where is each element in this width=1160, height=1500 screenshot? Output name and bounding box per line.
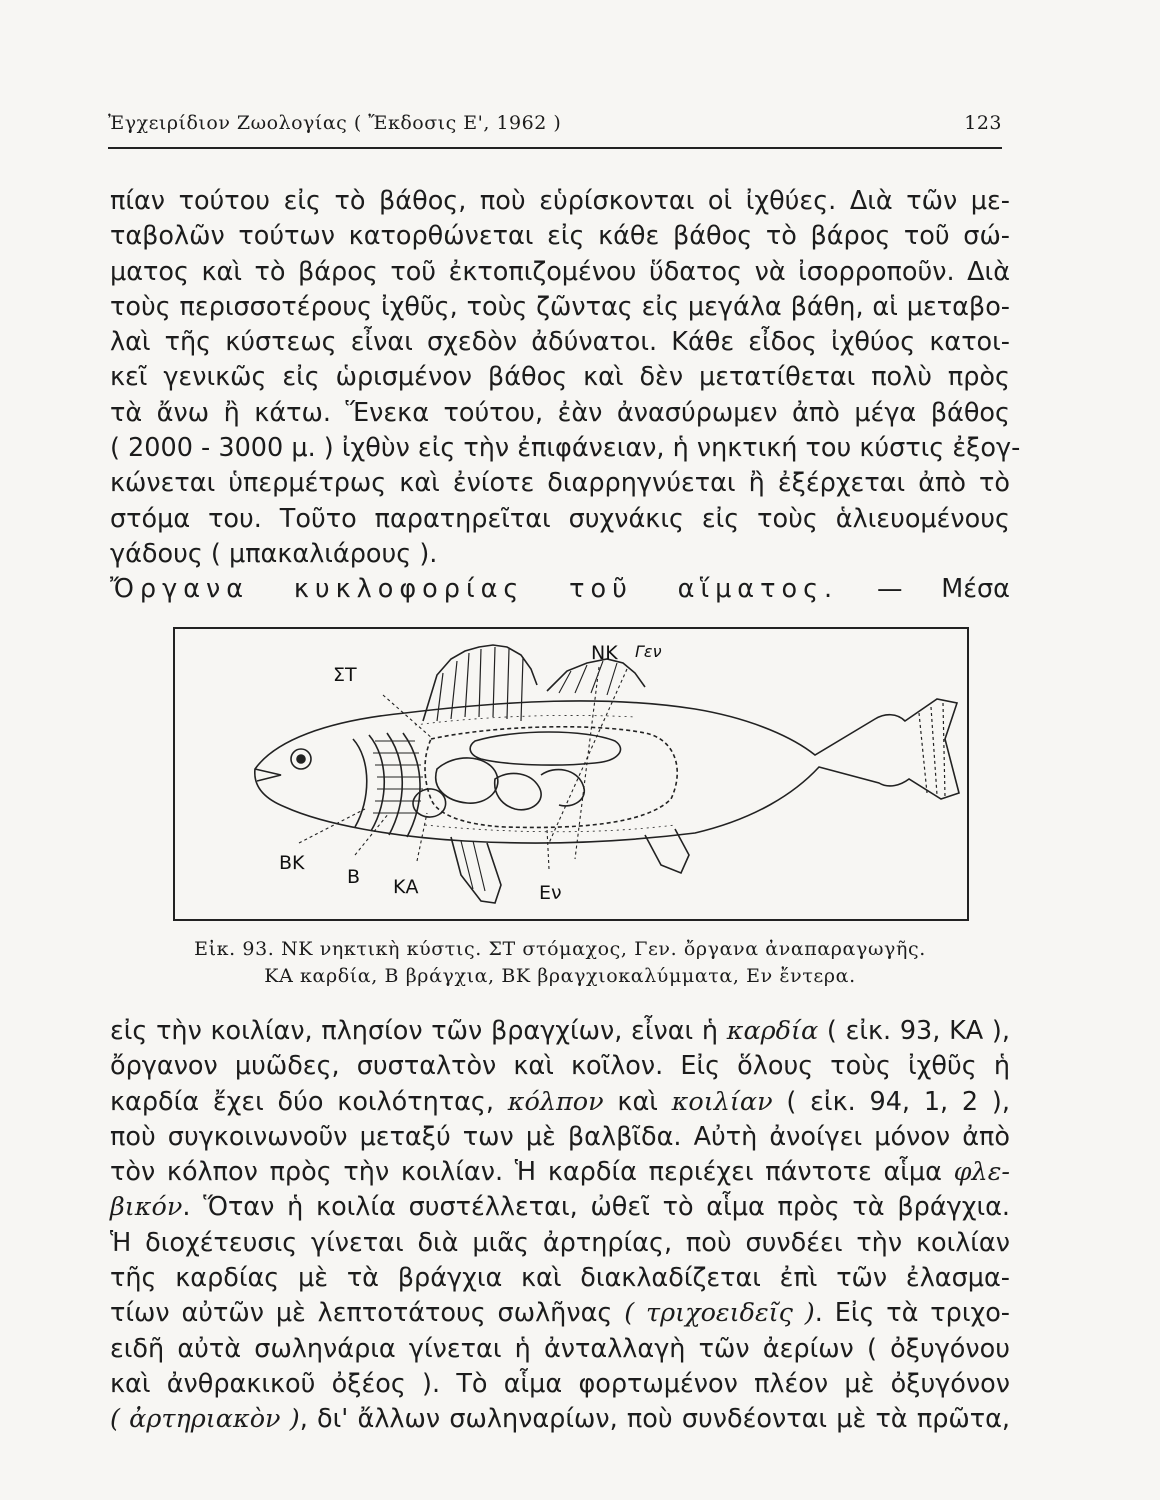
text-line: ποὺ συγκοινωνοῦν μεταξύ των μὲ βαλβῖδα. Αὐτὴ ἀνοίγει μόνον ἀπὸ <box>110 1121 1010 1152</box>
text-span: , δι' ἄλλων σωληναρίων, ποὺ συνδέονται μὲ τὰ πρῶτα, <box>299 1404 1010 1435</box>
paragraph-bottom <box>110 1014 1010 1438</box>
text-line: ειδῆ αὐτὰ σωληνάρια γίνεται ἡ ἀνταλλαγὴ τῶν ἀερίων ( ὀξυγόνου <box>110 1333 1010 1364</box>
text-line: τὰ ἄνω ἢ κάτω. Ἕνεκα τούτου, ἐὰν ἀνασύρωμεν ἀπὸ μέγα βάθος <box>110 397 1010 428</box>
italic-term: ( ἀρτηριακὸν ) <box>110 1404 300 1435</box>
text-line: τῆς καρδίας μὲ τὰ βράγχια καὶ διακλαδίζεται ἐπὶ τῶν ἐλασμα- <box>110 1263 1010 1294</box>
label-ka: ΚΑ <box>393 876 419 898</box>
italic-term: κόλπον <box>507 1086 604 1117</box>
text-line: κώνεται ὑπερμέτρως καὶ ἐνίοτε διαρρηγνύεται ἢ ἐξέρχεται ἀπὸ τὸ <box>110 468 1010 499</box>
text-span: καὶ <box>603 1086 672 1117</box>
section-heading: Ὄργανα κυκλοφορίας τοῦ αἵματος. <box>110 574 839 605</box>
paragraph-top <box>110 184 1021 608</box>
section-heading-line <box>110 572 1010 607</box>
italic-term: κοιλίαν <box>671 1086 773 1117</box>
text-line: ματος καὶ τὸ βάρος τοῦ ἐκτοπιζομένου ὕδατος νὰ ἰσορροποῦν. Διὰ <box>110 256 1010 287</box>
pectoral-fin <box>451 837 501 903</box>
text-line <box>110 1296 1010 1331</box>
text-line: στόμα του. Τοῦτο παρατηρεῖται συχνάκις εἰς τοὺς ἁλιευομένους <box>110 503 1010 534</box>
label-nk: ΝΚ <box>591 642 618 664</box>
italic-term: καρδία <box>726 1016 819 1046</box>
text-line: ταβολῶν τούτων κατορθώνεται εἰς κάθε βάθος τὸ βάρος τοῦ σώ- <box>110 221 1010 252</box>
text-line: λαὶ τῆς κύστεως εἶναι σχεδὸν ἀδύνατοι. Κάθε εἶδος ἰχθύος κατοι- <box>110 327 1010 358</box>
text-span: ( εἰκ. 94, 1, 2 ), <box>772 1086 1010 1117</box>
text-line <box>110 1402 1010 1437</box>
label-en: Εν <box>539 882 562 904</box>
figure-frame <box>173 627 969 921</box>
text-line: Ἡ διοχέτευσις γίνεται διὰ μιᾶς ἀρτηρίας, ποὺ συνδέει τὴν κοιλίαν <box>110 1227 1010 1258</box>
text-line: καὶ ἀνθρακικοῦ ὀξέος ). Τὸ αἷμα φορτωμένον πλέον μὲ ὀξυγόνον <box>110 1368 1010 1399</box>
text-span: . Ὅταν ἡ κοιλία συστέλλεται, ὠθεῖ τὸ αἷμα πρὸς τὰ βράγχια. <box>182 1192 1010 1223</box>
text-line <box>110 1190 1010 1225</box>
text-line: κεῖ γενικῶς εἰς ὡρισμένον βάθος καὶ δὲν μετατίθεται πολὺ πρὸς <box>110 362 1010 393</box>
text-line: ( 2000 - 3000 μ. ) ἰχθὺν εἰς τὴν ἐπιφάνειαν, ἡ νηκτική του κύστις ἐξογ- <box>110 433 1021 464</box>
caption-line: Εἰκ. 93. ΝΚ νηκτικὴ κύστις. ΣΤ στόμαχος, Γεν. ὄργανα ἀναπαραγωγῆς. <box>194 938 926 960</box>
caption-line: ΚΑ καρδία, Β βράγχια, ΒΚ βραγχιοκαλύμματα, Εν ἔντερα. <box>264 965 856 987</box>
label-st: ΣΤ <box>333 664 357 686</box>
swim-bladder-shape <box>470 732 620 765</box>
text-line: πίαν τούτου εἰς τὸ βάθος, ποὺ εὑρίσκονται οἱ ἰχθύες. Διὰ τῶν με- <box>110 186 1010 216</box>
page-number: 123 <box>964 112 1002 134</box>
fish-body <box>255 699 959 843</box>
italic-term: ( τριχοειδεῖς ) <box>624 1298 815 1329</box>
text-line <box>110 1155 1010 1190</box>
running-title: Ἐγχειρίδιον Ζωολογίας ( Ἔκδοσις Ε', 1962 ) <box>108 112 562 134</box>
header-rule <box>108 147 1002 149</box>
text-span: ( εἰκ. 93, ΚΑ ), <box>818 1016 1010 1046</box>
section-heading-continuation: — Μέσα <box>876 574 1010 605</box>
text-line <box>110 1085 1010 1120</box>
text-line: γάδους ( μπακαλιάρους ). <box>110 538 438 569</box>
text-line: τοὺς περισσοτέρους ἰχθῦς, τοὺς ζῶντας εἰς μεγάλα βάθη, αἱ μεταβο- <box>110 291 1010 322</box>
label-gen: Γεν <box>635 642 662 661</box>
text-span: τὸν κόλπον πρὸς τὴν κοιλίαν. Ἡ καρδία περιέχει πάντοτε αἷμα <box>110 1157 954 1188</box>
gills <box>373 741 423 813</box>
label-bk: ΒΚ <box>279 852 305 874</box>
label-b: Β <box>347 866 361 888</box>
running-head <box>108 112 1002 134</box>
text-span: καρδία ἔχει δύο κοιλότητας, <box>110 1086 508 1117</box>
figure-caption <box>110 936 1010 990</box>
italic-term: βικόν <box>110 1192 183 1223</box>
text-span: . Εἰς τὰ τριχο- <box>814 1298 1011 1329</box>
italic-term: φλε- <box>953 1157 1010 1188</box>
text-line <box>110 1014 1010 1049</box>
text-line: ὄργανον μυῶδες, συσταλτὸν καὶ κοῖλον. Εἰς ὅλους τοὺς ἰχθῦς ἡ <box>110 1051 1010 1082</box>
fish-illustration <box>175 629 967 919</box>
text-span: εἰς τὴν κοιλίαν, πλησίον τῶν βραγχίων, εἶναι ἡ <box>110 1016 727 1046</box>
text-span: τίων αὐτῶν μὲ λεπτοτάτους σωλῆνας <box>110 1298 625 1329</box>
